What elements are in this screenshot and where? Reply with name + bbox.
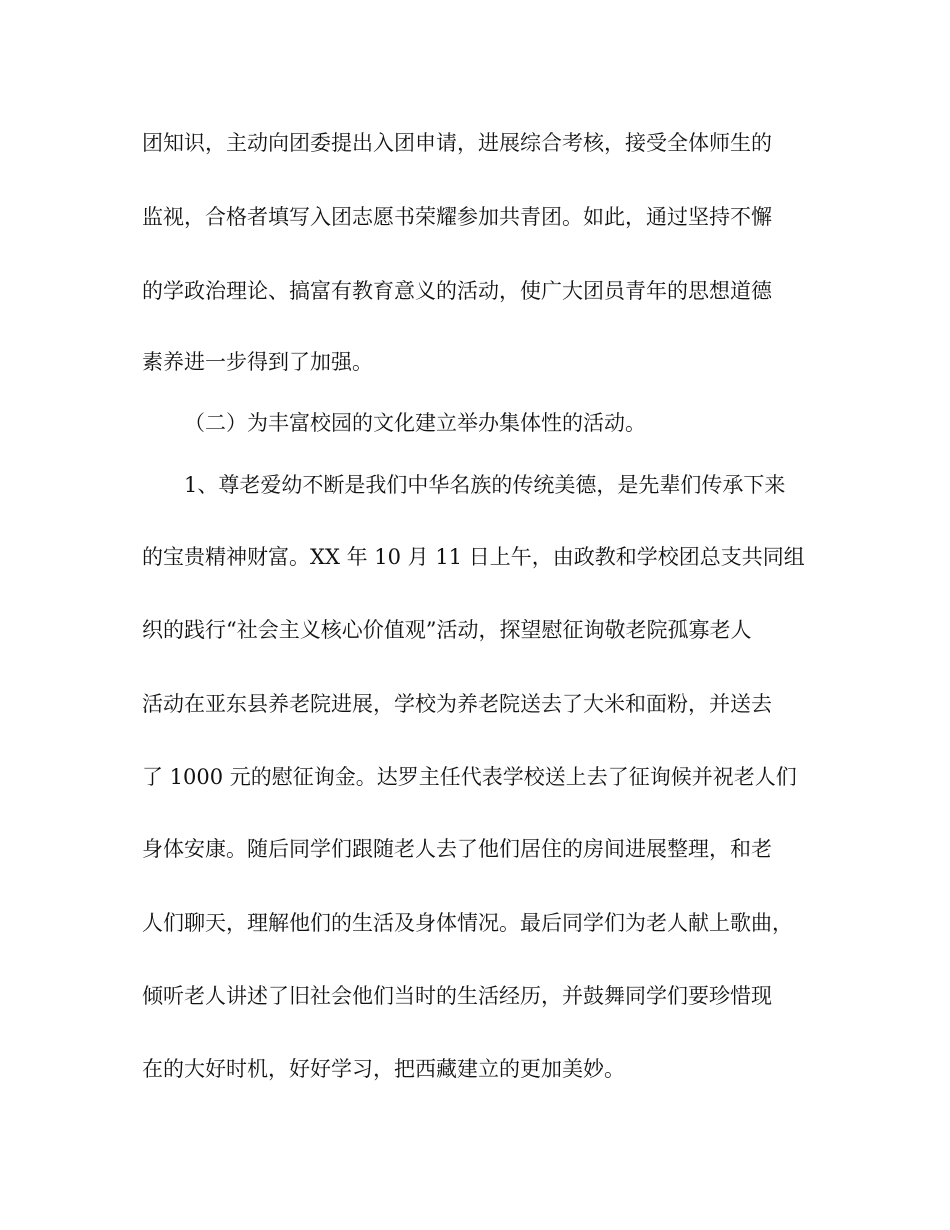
paragraph-line: 在的大好时机，好好学习，把西藏建立的更加美妙。 [142, 1057, 625, 1081]
paragraph-line: 的学政治理论、搞富有教育意义的活动，使广大团员青年的思想道德 [142, 279, 772, 303]
section-heading: （二）为丰富校园的文化建立举办集体性的活动。 [184, 411, 646, 435]
paragraph-line: 的宝贵精神财富。XX 年 10 月 11 日上午，由政教和学校团总支共同组 [142, 545, 805, 569]
paragraph-line: 了 1000 元的慰征询金。达罗主任代表学校送上去了征询候并祝老人们 [142, 765, 797, 789]
paragraph-line: 身体安康。随后同学们跟随老人去了他们居住的房间进展整理，和老 [142, 837, 772, 861]
paragraph-line: 监视，合格者填写入团志愿书荣耀参加共青团。如此，通过坚持不懈 [142, 205, 772, 229]
paragraph-line: 活动在亚东县养老院进展，学校为养老院送去了大米和面粉，并送去 [142, 692, 772, 716]
paragraph-line: 人们聊天，理解他们的生活及身体情况。最后同学们为老人献上歌曲， [142, 911, 793, 935]
paragraph-line: 团知识，主动向团委提出入团申请，进展综合考核，接受全体师生的 [142, 131, 772, 155]
paragraph-line: 素养进一步得到了加强。 [142, 350, 373, 374]
paragraph-line: 织的践行“社会主义核心价值观”活动，探望慰征询敬老院孤寡老人 [142, 618, 752, 642]
paragraph-line: 1、尊老爱幼不断是我们中华名族的传统美德，是先辈们传承下来 [184, 473, 786, 497]
paragraph-line: 倾听老人讲述了旧社会他们当时的生活经历，并鼓舞同学们要珍惜现 [142, 984, 772, 1008]
